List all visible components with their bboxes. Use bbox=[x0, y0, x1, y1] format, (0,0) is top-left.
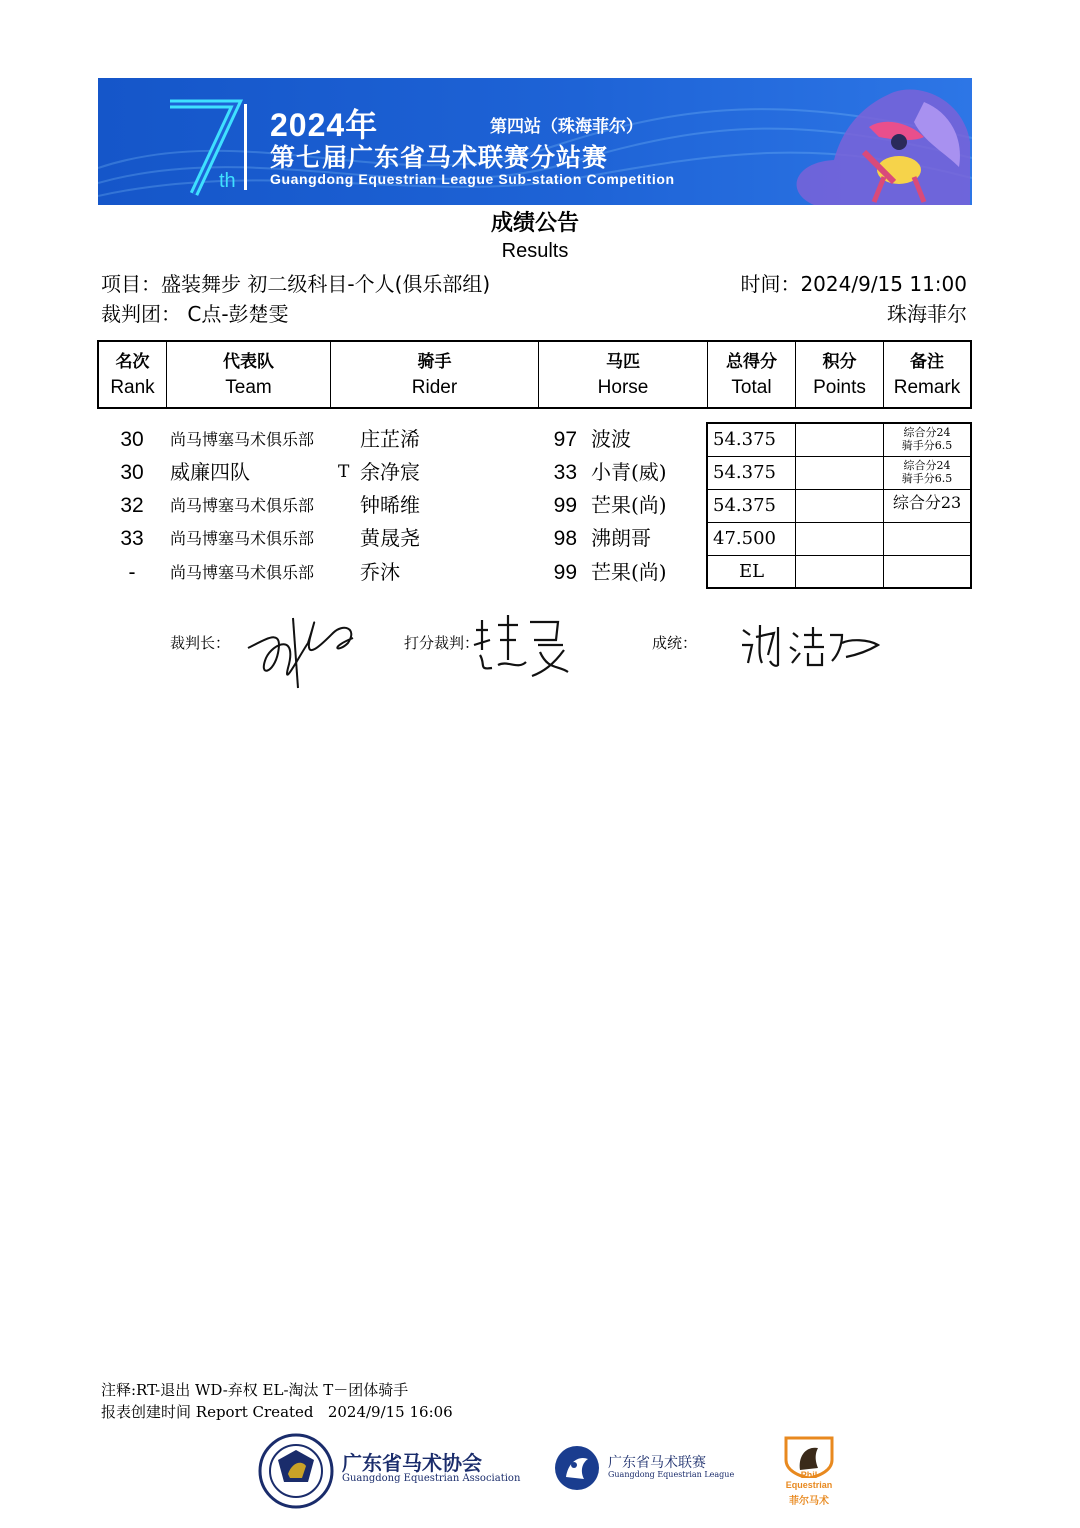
results-title-cn: 成绩公告 bbox=[490, 211, 579, 236]
score-row bbox=[708, 424, 970, 457]
results-officer-signature bbox=[738, 615, 883, 670]
score-grid bbox=[706, 422, 972, 589]
total-score-cell: 47.500 bbox=[708, 523, 796, 555]
total-score-cell: 54.375 bbox=[708, 490, 796, 522]
rank-cell: 33 bbox=[120, 527, 144, 550]
col-remark-en: Remark bbox=[893, 376, 961, 398]
points-cell bbox=[796, 490, 884, 522]
team-cell: 威廉四队 bbox=[170, 460, 250, 484]
col-total-cn: 总得分 bbox=[726, 351, 777, 372]
col-horse-en: Horse bbox=[597, 376, 649, 398]
col-rider-cn: 骑手 bbox=[417, 351, 452, 372]
col-rank-cn: 名次 bbox=[115, 351, 150, 372]
remark-line: 骑手分6.5 bbox=[901, 439, 953, 452]
results-title-en: Results bbox=[501, 240, 569, 262]
rider-cell: 黄晟尧 bbox=[360, 526, 420, 550]
event-banner bbox=[98, 78, 972, 205]
results-table-header bbox=[97, 340, 972, 409]
score-row bbox=[708, 457, 970, 490]
chief-judge-signature bbox=[238, 598, 368, 694]
team-cell: 尚马博塞马术俱乐部 bbox=[170, 430, 315, 449]
rider-cell: 钟晞维 bbox=[360, 493, 420, 517]
points-cell bbox=[796, 523, 884, 555]
total-score-cell: 54.375 bbox=[708, 457, 796, 489]
chief-judge-label: 裁判长： bbox=[170, 634, 231, 652]
col-horse-cn: 马匹 bbox=[606, 351, 640, 372]
horse-number-cell: 33 bbox=[553, 461, 577, 484]
rank-cell: 32 bbox=[120, 494, 144, 517]
team-cell: 尚马博塞马术俱乐部 bbox=[170, 563, 315, 582]
col-total bbox=[708, 342, 796, 407]
col-remark-cn: 备注 bbox=[910, 351, 944, 372]
horse-name-cell: 沸朗哥 bbox=[591, 526, 651, 550]
col-rider-en: Rider bbox=[411, 376, 458, 398]
col-horse bbox=[539, 342, 708, 407]
horse-name-cell: 波波 bbox=[591, 427, 631, 451]
banner-title-en: Guangdong Equestrian League Sub-station Competition bbox=[270, 171, 675, 187]
col-points-en: Points bbox=[813, 376, 866, 398]
points-cell bbox=[796, 556, 884, 587]
venue: 珠海菲尔 bbox=[887, 302, 967, 326]
points-cell bbox=[796, 457, 884, 489]
horse-name-cell: 芒果(尚) bbox=[591, 560, 667, 584]
remark-cell: 综合分23 bbox=[892, 493, 962, 512]
col-team bbox=[167, 342, 331, 407]
horse-name-cell: 芒果(尚) bbox=[591, 493, 667, 517]
col-remark bbox=[884, 342, 970, 407]
team-cell: 尚马博塞马术俱乐部 bbox=[170, 496, 315, 515]
col-rider bbox=[331, 342, 539, 407]
league-name-en: Guangdong Equestrian League bbox=[608, 1470, 735, 1479]
banner-title-cn: 第七届广东省马术联赛分站赛 bbox=[270, 143, 609, 172]
scoring-judge-label: 打分裁判： bbox=[404, 634, 480, 652]
club-name-en: Phil Equestrian bbox=[785, 1470, 833, 1490]
remark-line: 综合分24 bbox=[903, 426, 951, 439]
rider-illustration bbox=[774, 82, 972, 205]
judge-panel: 裁判团： C点-彭楚雯 bbox=[101, 302, 289, 326]
horse-number-cell: 99 bbox=[553, 494, 577, 517]
scoring-judge-signature bbox=[468, 610, 578, 680]
club-name-cn: 菲尔马术 bbox=[789, 1496, 829, 1507]
banner-year: 2024年 bbox=[270, 107, 379, 143]
rank-cell: 30 bbox=[120, 461, 144, 484]
banner-station: 第四站（珠海菲尔） bbox=[490, 117, 643, 137]
score-row bbox=[708, 490, 970, 523]
association-name-en: Guangdong Equestrian Association bbox=[342, 1473, 521, 1484]
total-score-cell: 54.375 bbox=[708, 424, 796, 456]
banner-th-suffix: th bbox=[219, 170, 236, 192]
event-name: 项目：盛装舞步 初二级科目-个人(俱乐部组) bbox=[101, 272, 491, 296]
association-name-cn: 广东省马术协会 bbox=[342, 1451, 482, 1475]
horse-number-cell: 97 bbox=[553, 428, 577, 451]
banner-divider bbox=[244, 104, 247, 190]
league-name-cn: 广东省马术联赛 bbox=[608, 1455, 706, 1471]
col-rank bbox=[99, 342, 167, 407]
rider-cell: 乔沐 bbox=[360, 560, 400, 584]
rank-cell: 30 bbox=[120, 428, 144, 451]
report-created: 报表创建时间 Report Created 2024/9/15 16:06 bbox=[101, 1403, 453, 1421]
event-time: 时间：2024/9/15 11:00 bbox=[740, 272, 967, 296]
team-cell: 尚马博塞马术俱乐部 bbox=[170, 529, 315, 548]
total-score-cell: EL bbox=[708, 556, 796, 587]
horse-number-cell: 98 bbox=[553, 527, 577, 550]
rank-cell: - bbox=[128, 561, 136, 584]
col-team-cn: 代表队 bbox=[223, 351, 274, 372]
points-cell bbox=[796, 424, 884, 456]
league-logo-icon bbox=[552, 1443, 602, 1493]
team-flag-cell: T bbox=[338, 462, 350, 482]
remark-line: 骑手分6.5 bbox=[901, 472, 953, 485]
col-total-en: Total bbox=[731, 376, 772, 398]
score-row bbox=[708, 523, 970, 556]
score-row bbox=[708, 556, 970, 587]
results-officer-label: 成统： bbox=[652, 634, 698, 652]
rider-cell: 余净宸 bbox=[360, 460, 420, 484]
remark-cell bbox=[884, 523, 970, 555]
horse-name-cell: 小青(威) bbox=[591, 460, 667, 484]
horse-number-cell: 99 bbox=[553, 561, 577, 584]
remark-cell bbox=[884, 457, 970, 489]
col-rank-en: Rank bbox=[110, 376, 155, 398]
remark-line: 综合分24 bbox=[903, 459, 951, 472]
col-team-en: Team bbox=[225, 376, 272, 398]
col-points bbox=[796, 342, 884, 407]
legend-note: 注释:RT-退出 WD-弃权 EL-淘汰 T－团体骑手 bbox=[101, 1381, 409, 1399]
col-points-cn: 积分 bbox=[822, 351, 857, 372]
association-logo-icon bbox=[256, 1432, 336, 1510]
rider-cell: 庄芷浠 bbox=[360, 427, 420, 451]
remark-cell bbox=[884, 424, 970, 456]
remark-cell bbox=[884, 556, 970, 587]
